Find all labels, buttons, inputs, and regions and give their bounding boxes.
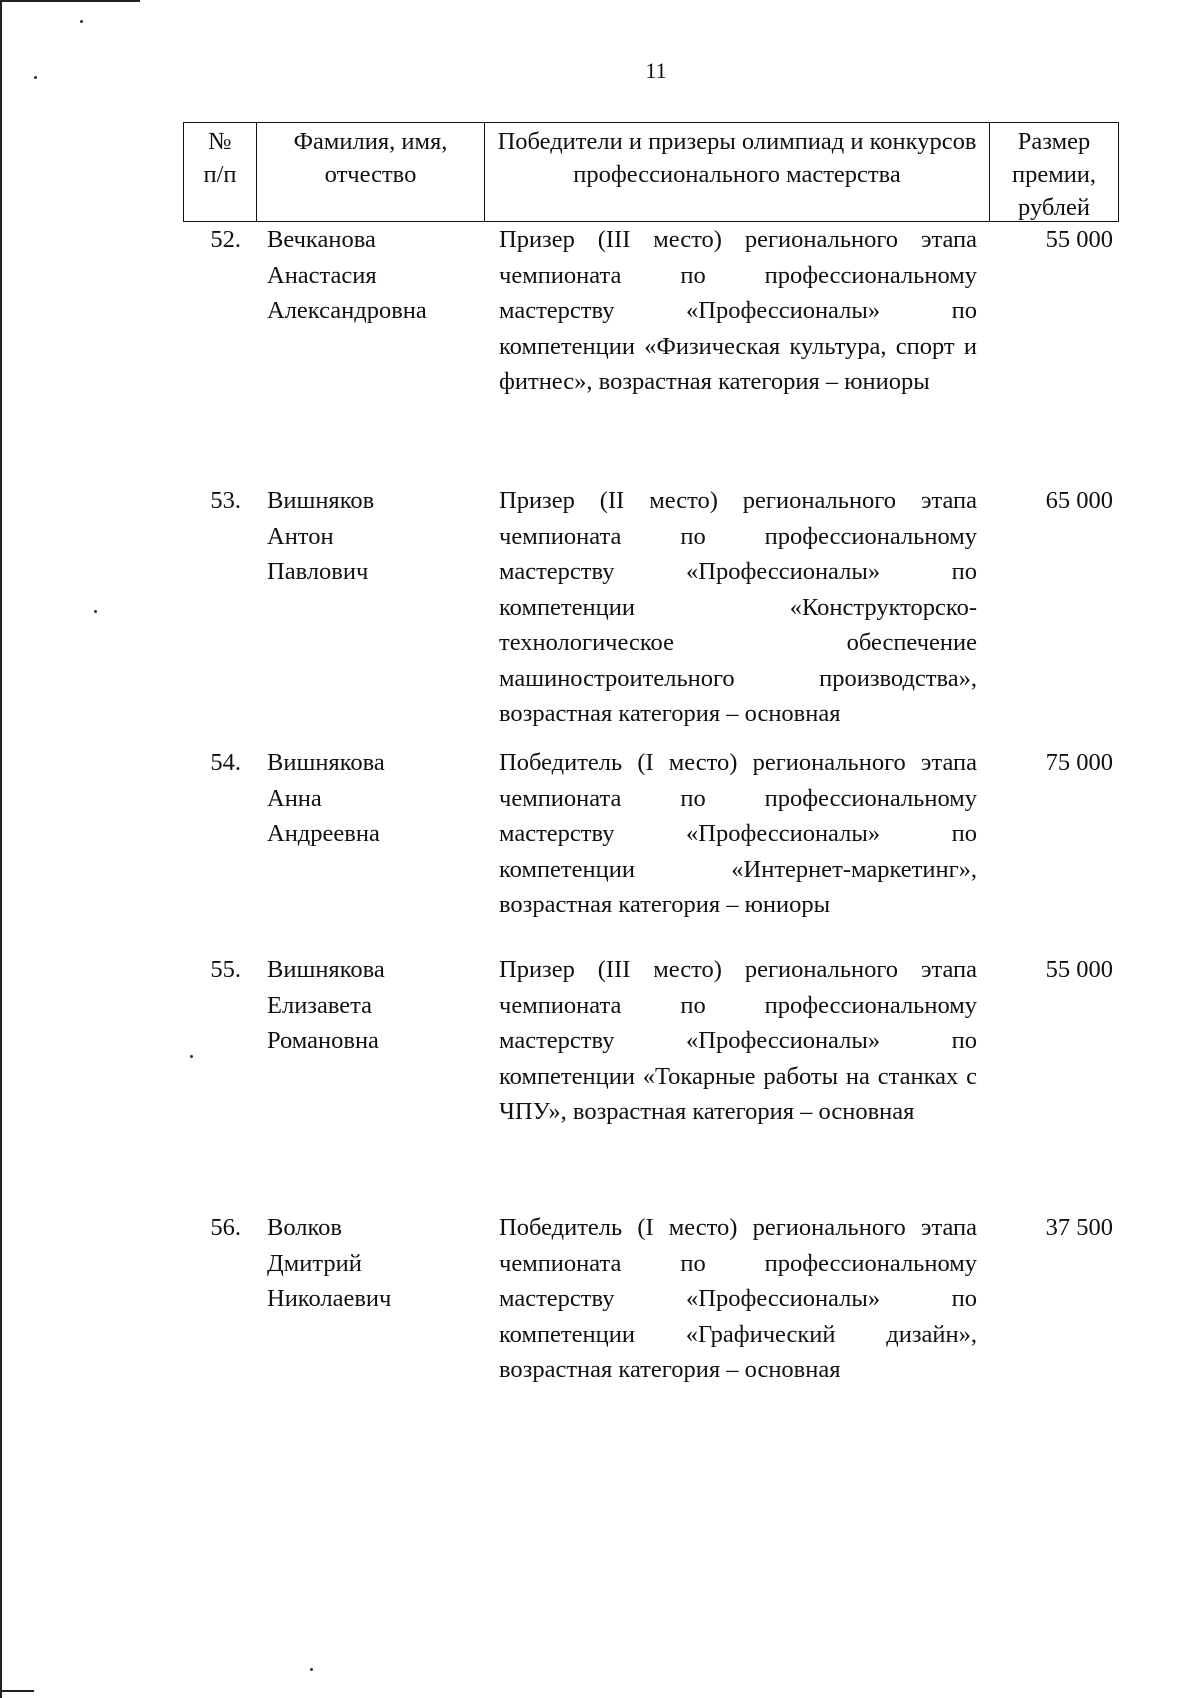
row-achievement: Призер (III место) регионального этапа чемпионата по профессиональному мастерству «Профессионалы» по компетенции «Физическая культура, спорт и фитнес», возрастная категория – юниоры	[499, 226, 977, 395]
header-cell-amount	[990, 123, 1118, 221]
row-number: 52.	[210, 226, 241, 253]
scan-border-bottom	[0, 1690, 34, 1692]
scan-speck	[190, 1055, 193, 1058]
row-achievement: Призер (III место) регионального этапа чемпионата по профессиональному мастерству «Профессионалы» по компетенции «Токарные работы на станках с ЧПУ», возрастная категория – основная	[499, 956, 977, 1125]
row-number: 53.	[210, 487, 241, 514]
row-prize-amount: 55 000	[1045, 956, 1113, 983]
row-full-name: Волков Дмитрий Николаевич	[267, 1214, 392, 1312]
row-number: 56.	[210, 1214, 241, 1241]
scan-border-top	[0, 0, 140, 2]
row-prize-amount: 37 500	[1045, 1214, 1113, 1241]
table-header	[183, 122, 1119, 222]
header-cell-name	[257, 123, 485, 221]
row-achievement: Победитель (I место) регионального этапа чемпионата по профессиональному мастерству «Профессионалы» по компетенции «Интернет-маркетинг», возрастная категория – юниоры	[499, 749, 977, 918]
scan-border-left	[0, 0, 2, 1698]
row-full-name: Вечканова Анастасия Александровна	[267, 226, 427, 324]
row-prize-amount: 75 000	[1045, 749, 1113, 776]
header-achievement-label: Победители и призеры олимпиад и конкурсов профессионального мастерства	[497, 128, 977, 188]
row-full-name: Вишнякова Анна Андреевна	[267, 749, 385, 847]
scan-speck	[310, 1668, 313, 1671]
header-number-label: № п/п	[203, 128, 237, 188]
page-number: 11	[645, 58, 667, 83]
row-full-name: Вишнякова Елизавета Романовна	[267, 956, 385, 1054]
header-cell-achievement	[485, 123, 990, 221]
header-cell-number	[184, 123, 257, 221]
scan-speck	[94, 610, 97, 613]
row-achievement: Победитель (I место) регионального этапа чемпионата по профессиональному мастерству «Профессионалы» по компетенции «Графический дизайн», возрастная категория – основная	[499, 1214, 977, 1383]
header-amount-label: Размер премии, рублей	[1011, 128, 1097, 221]
row-prize-amount: 55 000	[1045, 226, 1113, 253]
row-full-name: Вишняков Антон Павлович	[267, 487, 375, 585]
row-number: 54.	[210, 749, 241, 776]
scan-speck	[80, 20, 83, 23]
row-number: 55.	[210, 956, 241, 983]
row-prize-amount: 65 000	[1045, 487, 1113, 514]
header-name-label: Фамилия, имя, отчество	[293, 128, 448, 188]
row-achievement: Призер (II место) регионального этапа чемпионата по профессиональному мастерству «Профессионалы» по компетенции «Конструкторско-технологическое обеспечение машиностроительного производства», возрастная категория – основная	[499, 487, 977, 727]
